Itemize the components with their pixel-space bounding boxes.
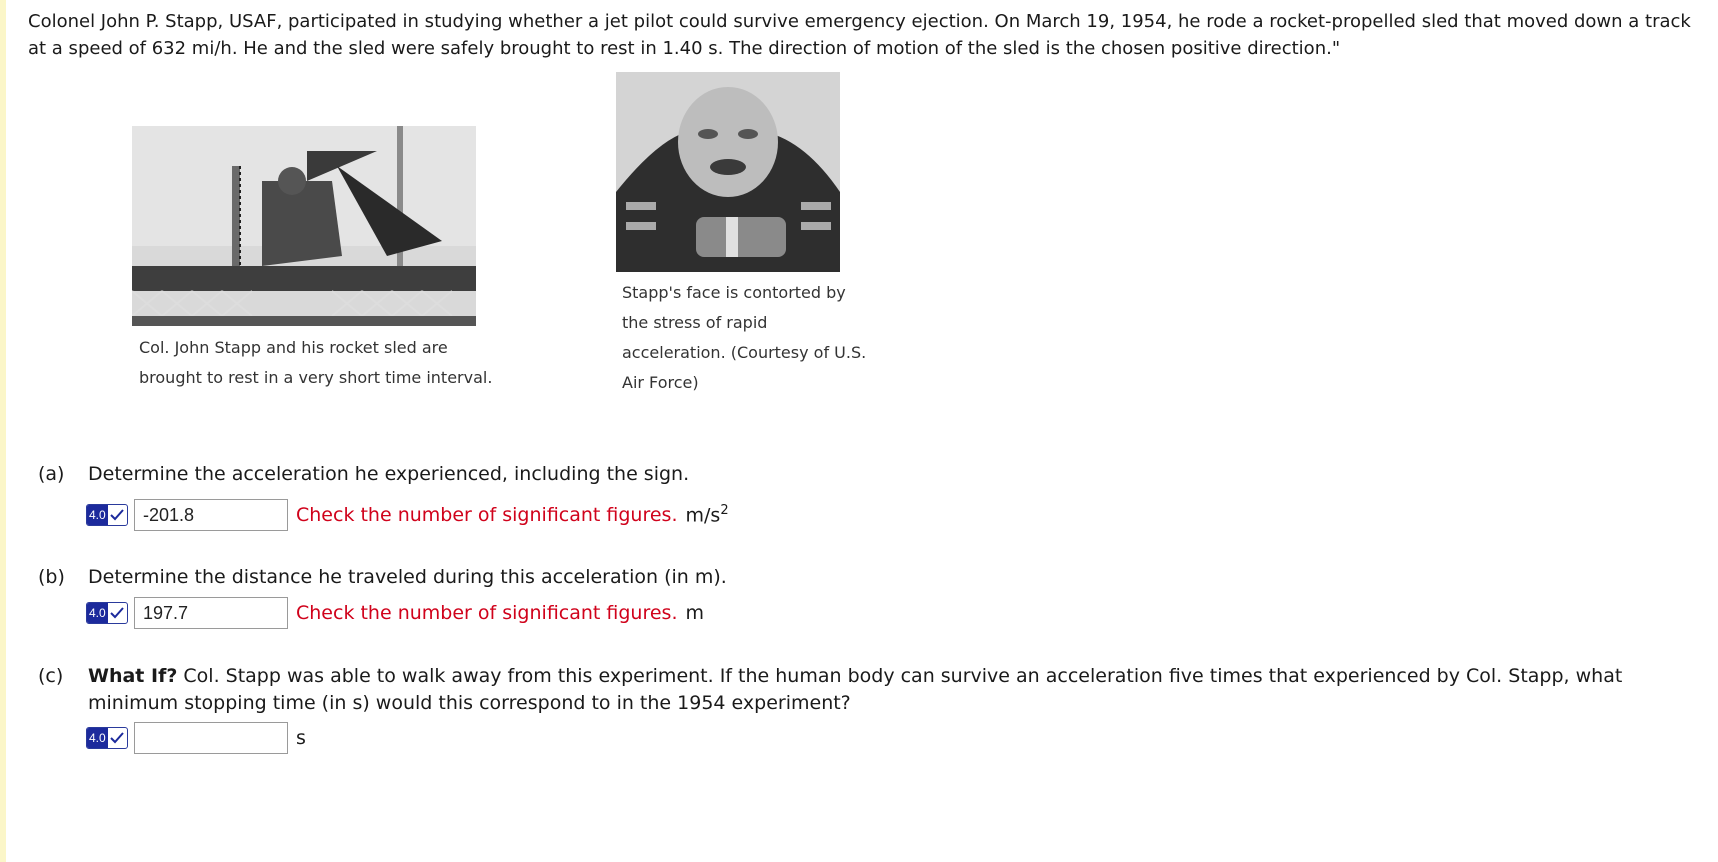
part-c-text-1: Col. Stapp was able to walk away from this experiment. If the human body can survive an acceleration five times that experienced by Col. Stapp, what [183, 665, 1623, 687]
part-b-label: (b) [38, 566, 65, 588]
stapp-face-photo [616, 72, 840, 272]
part-c-answer-row [86, 721, 306, 755]
part-c-unit: s [296, 727, 306, 749]
part-c-text-2: minimum stopping time (in s) would this correspond to in the 1954 experiment? [88, 692, 851, 714]
caption-line: brought to rest in a very short time interval. [139, 368, 493, 387]
caption-line: the stress of rapid [622, 313, 768, 332]
part-a-text: Determine the acceleration he experienced, including the sign. [88, 463, 690, 485]
part-c-line-1 [88, 663, 1698, 690]
check-icon [108, 728, 127, 748]
left-margin-bar [0, 0, 6, 862]
part-b-answer-row [86, 596, 704, 630]
part-b-answer-input[interactable] [134, 597, 288, 629]
part-a-feedback: Check the number of significant figures. [296, 504, 678, 526]
part-a-label: (a) [38, 463, 65, 485]
part-c-points-badge [86, 727, 128, 749]
right-photo-caption [622, 278, 866, 398]
part-c-label-wrap [38, 663, 88, 690]
part-b-feedback: Check the number of significant figures. [296, 602, 678, 624]
points-value: 4.0 [87, 505, 108, 525]
caption-line: Col. John Stapp and his rocket sled are [139, 338, 448, 357]
part-a-points-badge [86, 504, 128, 526]
rocket-sled-photo [132, 126, 476, 326]
check-icon [108, 603, 127, 623]
part-b-points-badge [86, 602, 128, 624]
part-a-prompt [38, 461, 689, 488]
unit-text: m/s [685, 504, 721, 527]
caption-line: Stapp's face is contorted by [622, 283, 846, 302]
part-c-answer-input[interactable] [134, 722, 288, 754]
check-icon [108, 505, 127, 525]
part-b-unit: m [685, 602, 705, 624]
points-value: 4.0 [87, 728, 108, 748]
left-photo-caption [139, 333, 492, 393]
part-b-text: Determine the distance he traveled during this acceleration (in m). [88, 566, 727, 588]
part-a-answer-row [86, 498, 729, 532]
part-a-unit [686, 503, 729, 526]
what-if-label: What If? [88, 665, 178, 687]
part-b-prompt [38, 564, 727, 591]
caption-line: acceleration. (Courtesy of U.S. [622, 343, 867, 362]
part-c-label: (c) [38, 665, 64, 687]
caption-line: Air Force) [622, 373, 699, 392]
points-value: 4.0 [87, 603, 108, 623]
part-c-prompt [88, 663, 1698, 717]
part-a-answer-input[interactable] [134, 499, 288, 531]
unit-exponent: 2 [720, 503, 729, 519]
question-text: Colonel John P. Stapp, USAF, participated in studying whether a jet pilot could survive emergency ejection. On March 19, 1954, he rode a rocket-propelled sled that moved down a track at a speed of 632 mi/h. He and the sled were safely brought to rest in 1.40 s. The direction of motion of the sled is the chosen positive direction." [28, 11, 1691, 59]
